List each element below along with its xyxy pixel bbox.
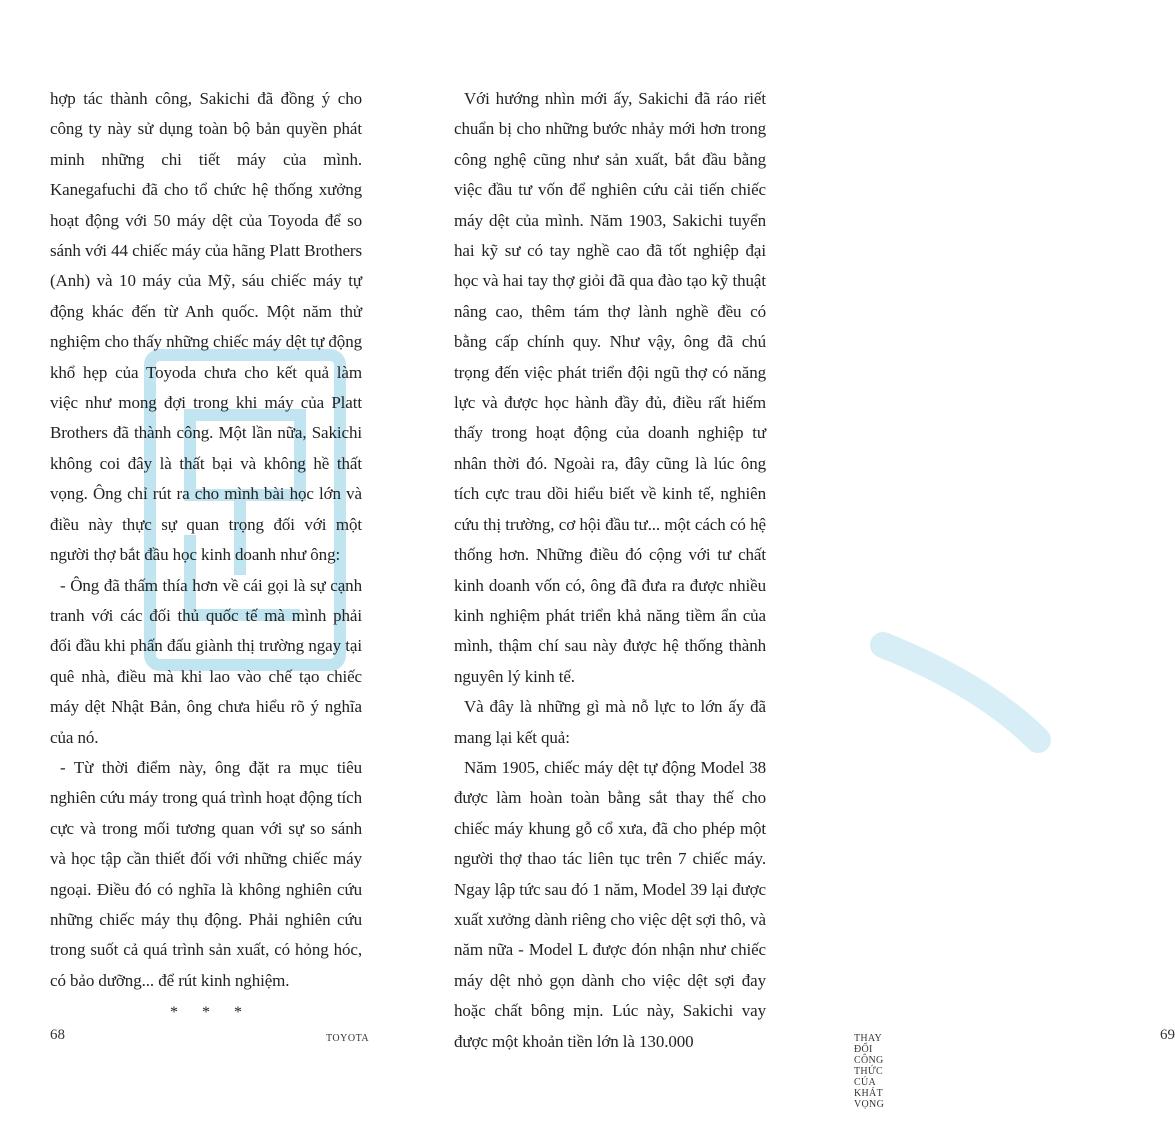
page-number-left: 68	[50, 1027, 65, 1043]
section-separator: * * *	[170, 1004, 252, 1022]
right-page	[408, 0, 1175, 1123]
running-title-left: TOYOTA	[326, 1033, 370, 1044]
paragraph: Năm 1905, chiếc máy dệt tự động Model 38 được làm hoàn toàn bằng sắt thay thế cho chiếc máy khung gỗ cổ xưa, đã cho phép một người thợ thao tác liên tục trên 7 chiếc máy. Ngay lập tức sau đó 1 năm, Model 39 lại được xuất xưởng dành riêng cho việc dệt sợi thô, và năm nữa - Model L được đón nhận như chiếc máy dệt nhỏ gọn dành cho việc dệt sợi đay hoặc chất bông mịn. Lúc này, Sakichi vay được một khoản tiền lớn là 130.000	[454, 757, 766, 1051]
paragraph: - Ông đã thấm thía hơn về cái gọi là sự cạnh tranh với các đối thủ quốc tế mà mình phải đối đầu khi phấn đấu giành thị trường ngay tại quê nhà, điều mà khi lao vào chế tạo chiếc máy dệt Nhật Bản, ông chưa hiểu rõ ý nghĩa của nó.	[50, 575, 362, 747]
paragraph: hợp tác thành công, Sakichi đã đồng ý cho công ty này sử dụng toàn bộ bản quyền phát minh những chi tiết máy của mình. Kanegafuchi đã cho tổ chức hệ thống xưởng hoạt động với 50 máy dệt của Toyoda để so sánh với 44 chiếc máy của hãng Platt Brothers (Anh) và 10 máy của Mỹ, sáu chiếc máy tự động khác đến từ Anh quốc. Một năm thử nghiệm cho thấy những chiếc máy dệt tự động khổ hẹp của Toyoda chưa cho kết quả làm việc như mong đợi trong khi máy của Platt Brothers đã thành công. Một lần nữa, Sakichi không coi đây là thất bại và không hề thất vọng. Ông chỉ rút ra cho mình bài học lớn và điều này thực sự quan trọng đối với một người thợ bắt đầu học kinh doanh như ông:	[50, 89, 362, 565]
paragraph: Và đây là những gì mà nỗ lực to lớn ấy đã mang lại kết quả:	[454, 697, 766, 747]
left-text-column	[50, 84, 362, 1022]
paragraph: - Từ thời điểm này, ông đặt ra mục tiêu nghiên cứu máy trong quá trình hoạt động tích cực và trong mối tương quan với sự so sánh và học tập cần thiết đối với những chiếc máy ngoại. Điều đó có nghĩa là không nghiên cứu những chiếc máy thụ động. Phải nghiên cứu trong suốt cả quá trình sản xuất, có hỏng hóc, có bảo dưỡng... để rút kinh nghiệm.	[50, 757, 362, 990]
watermark-brush-icon	[873, 625, 1048, 755]
page-number-right: 69	[1160, 1027, 1175, 1043]
left-page	[0, 0, 408, 1123]
paragraph: Với hướng nhìn mới ấy, Sakichi đã ráo riết chuẩn bị cho những bước nhảy mới hơn trong công nghệ cũng như sản xuất, bắt đầu bằng việc đầu tư vốn để nghiên cứu cải tiến chiếc máy dệt của mình. Năm 1903, Sakichi tuyển hai kỹ sư có tay nghề cao đã tốt nghiệp đại học và hai tay thợ giỏi đã qua đào tạo kỹ thuật nâng cao, thêm tám thợ lành nghề đều có bằng cấp chính quy. Như vậy, ông đã chú trọng đến việc phát triển đội ngũ thợ có năng lực và được học hành đầy đủ, điều rất hiếm thấy trong hoạt động của doanh nghiệp tư nhân thời đó. Ngoài ra, đây cũng là lúc ông tích cực trau dồi hiểu biết về kinh tế, nghiên cứu thị trường, cơ hội đầu tư... một cách có hệ thống hơn. Những điều đó cộng với tư chất kinh doanh vốn có, ông đã đưa ra được nhiều kinh nghiệm phát triển khả năng tiềm ẩn của mình, thậm chí sau này được hệ thống thành nguyên lý kinh tế.	[454, 89, 766, 686]
right-text-column	[454, 84, 766, 1057]
running-title-right: THAY ĐỔI CÔNG THỨC CỦA KHÁT VỌNG	[854, 1033, 885, 1110]
